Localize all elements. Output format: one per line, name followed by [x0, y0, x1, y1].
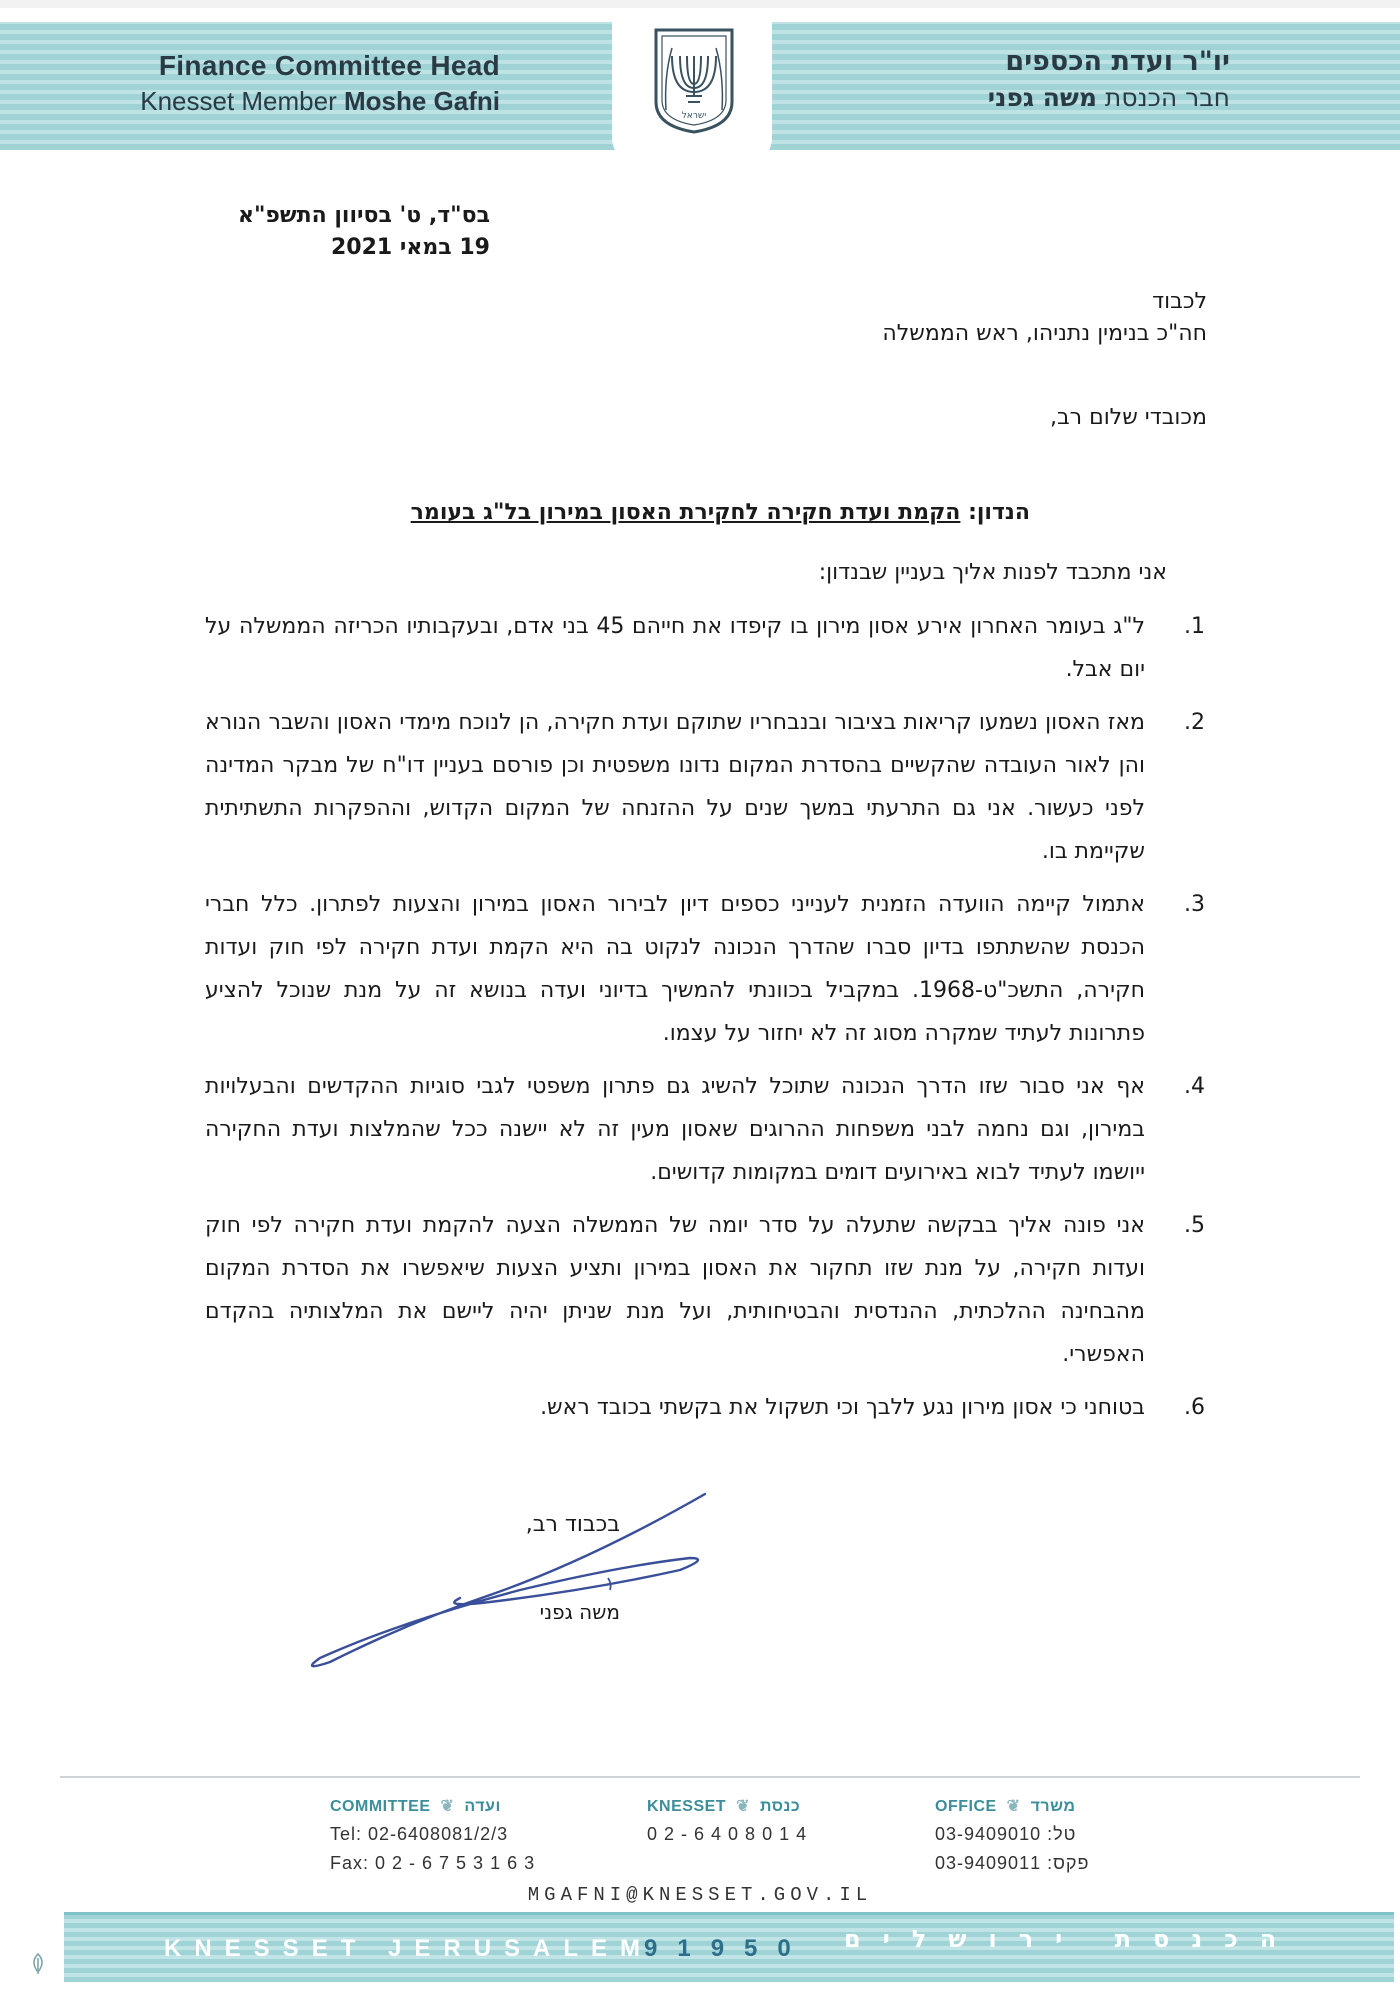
footer-office: [935, 1796, 1090, 1874]
header-hebrew: [830, 46, 1230, 112]
office-fax: פקס: 03-9409011: [935, 1853, 1090, 1873]
footer-band: [64, 1912, 1394, 1982]
item-number: 1.: [1184, 614, 1205, 639]
intro-line: אני מתכבד לפנות אליך בעניין שבנדון:: [818, 560, 1167, 585]
english-title: Finance Committee Head: [158, 50, 500, 81]
emblem-text: ישראל: [681, 111, 707, 121]
hebrew-title: יו"ר ועדת הכספים: [1005, 46, 1230, 77]
knesset-label-he: כנסת: [759, 1798, 801, 1815]
greeting: מכובדי שלום רב,: [1049, 405, 1207, 430]
leaf-icon: ❦: [1006, 1798, 1021, 1815]
item-number: 2.: [1184, 710, 1205, 735]
item-text: אף אני סבור שזו הדרך הנכונה שתוכל להשיג גם פתרון משפטי לגבי סוגיות ההקדשים והבעלויות במירון, וגם נחמה לבני משפחות ההרוגים שאסון מעין זה לא יישנה ככל שהמלצות ועדת החקירה ייושמו לעתיד לבוא באירועים דומים במקומות קדושים.: [205, 1074, 1145, 1185]
band-zip: 91950: [644, 1935, 811, 1962]
item-text: אני פונה אליך בבקשה שתעלה על סדר יומה של הממשלה הצעה להקמת ועדת חקירה לפי חוק ועדות חקירה, על מנת שזו תחקור את האסון במירון ותציע הצעות שיאפשרו את הסדרת המקום מהבחינה ההלכתית, ההנדסית והבטיחותית, ועל מנת שניתן יהיה ליישם את המלצותיה בהקדם האפשרי.: [205, 1213, 1145, 1367]
english-member-prefix: Knesset Member: [140, 86, 344, 116]
date-hebrew: בס"ד, ט' בסיוון התשפ"א: [237, 203, 490, 228]
list-item: [205, 1204, 1205, 1376]
hebrew-member-prefix: חבר הכנסת: [1096, 83, 1230, 112]
committee-fax: Fax: 0 2 - 6 7 5 3 1 6 3: [330, 1853, 536, 1873]
subject-line: [250, 500, 1030, 525]
date-block: [190, 200, 490, 264]
item-number: 6.: [1184, 1395, 1205, 1420]
item-number: 3.: [1184, 892, 1205, 917]
item-number: 4.: [1184, 1074, 1205, 1099]
footer-committee: [330, 1796, 535, 1874]
leaf-icon: ❦: [736, 1798, 750, 1815]
footer-divider: [60, 1776, 1360, 1778]
numbered-items: [205, 605, 1205, 1439]
list-item: [205, 701, 1205, 873]
item-text: בטוחני כי אסון מירון נגע ללבך וכי תשקול את בקשתי בכובד ראש.: [540, 1395, 1145, 1420]
hebrew-member-line: [830, 83, 1230, 112]
english-member-name: Moshe Gafni: [343, 86, 500, 116]
addressee-line-2: חה"כ בנימין נתניהו, ראש הממשלה: [882, 321, 1207, 346]
committee-label-en: COMMITTEE: [330, 1798, 431, 1815]
subject-label: הנדון:: [968, 500, 1030, 525]
committee-tel: Tel: 02-6408081/2/3: [330, 1824, 509, 1844]
item-text: אתמול קיימה הוועדה הזמנית לענייני כספים דיון לבירור האסון במירון והצעות לפתרון. כלל חברי הכנסת שהשתתפו בדיון סברו שהדרך הנכונה לנקוט בה היא הקמת ועדת חקירה לפי חוק ועדות חקירה, התשכ"ט-1968. במקביל בכוונתי להמשיך בדיוני ועדה בנושא זה על מנת שנוכל להציע פתרונות לעתיד שמקרה מסוג זה לא יחזור על עצמו.: [205, 892, 1145, 1046]
knesset-tel: 0 2 - 6 4 0 8 0 1 4: [647, 1824, 808, 1844]
item-number: 5.: [1184, 1213, 1205, 1238]
list-item: [205, 1386, 1205, 1429]
addressee: [507, 286, 1207, 350]
menorah-emblem-icon: [650, 26, 738, 134]
leaf-icon: [28, 1952, 48, 1976]
leaf-icon: ❦: [440, 1798, 455, 1815]
knesset-label: [647, 1796, 808, 1816]
email-address: MGAFNI@KNESSET.GOV.IL: [527, 1884, 873, 1906]
office-tel: טל: 03-9409010: [935, 1824, 1077, 1844]
hebrew-member-name: משה גפני: [987, 83, 1097, 112]
addressee-line-1: לכבוד: [1152, 289, 1207, 314]
header-english: [100, 50, 500, 117]
signature-name: משה גפני: [539, 1600, 620, 1624]
date-gregorian: 19 במאי 2021: [330, 235, 490, 260]
committee-label-he: ועדה: [464, 1798, 501, 1815]
office-label-he: משרד: [1030, 1798, 1076, 1815]
english-member-line: [100, 86, 500, 117]
knesset-label-en: KNESSET: [647, 1798, 727, 1815]
item-text: ל"ג בעומר האחרון אירע אסון מירון בו קיפדו את חייהם 45 בני אדם, ובעקבותיו הכריזה הממשלה על יום אבל.: [205, 614, 1145, 682]
committee-label: [330, 1796, 535, 1816]
office-label-en: OFFICE: [935, 1798, 997, 1815]
list-item: [205, 605, 1205, 691]
list-item: [205, 883, 1205, 1055]
subject-text: הקמת ועדת חקירה לחקירת האסון במירון בל"ג בעומר: [410, 500, 961, 525]
item-text: מאז האסון נשמעו קריאות בציבור ובנבחריו שתוקם ועדת חקירה, הן לנוכח מימדי האסון והשבר הנורא והן לאור העובדה שהקשיים בהסדרת המקום נדונו משפטית וכן פורסם בעניין דו"ח של מבקר המדינה לפני כעשור. אני גם התרעתי במשך שנים על ההזנחה של המקום הקדוש, וההפקרות התשתיתית שקיימת בו.: [205, 710, 1145, 864]
footer-knesset: [647, 1796, 808, 1845]
closing: בכבוד רב,: [525, 1512, 620, 1537]
band-hebrew: הכנסת ירושלים: [844, 1925, 1299, 1953]
band-english: KNESSET JERUSALEM: [164, 1935, 654, 1962]
top-edge: [0, 0, 1400, 8]
list-item: [205, 1065, 1205, 1194]
office-label: [935, 1796, 1090, 1816]
